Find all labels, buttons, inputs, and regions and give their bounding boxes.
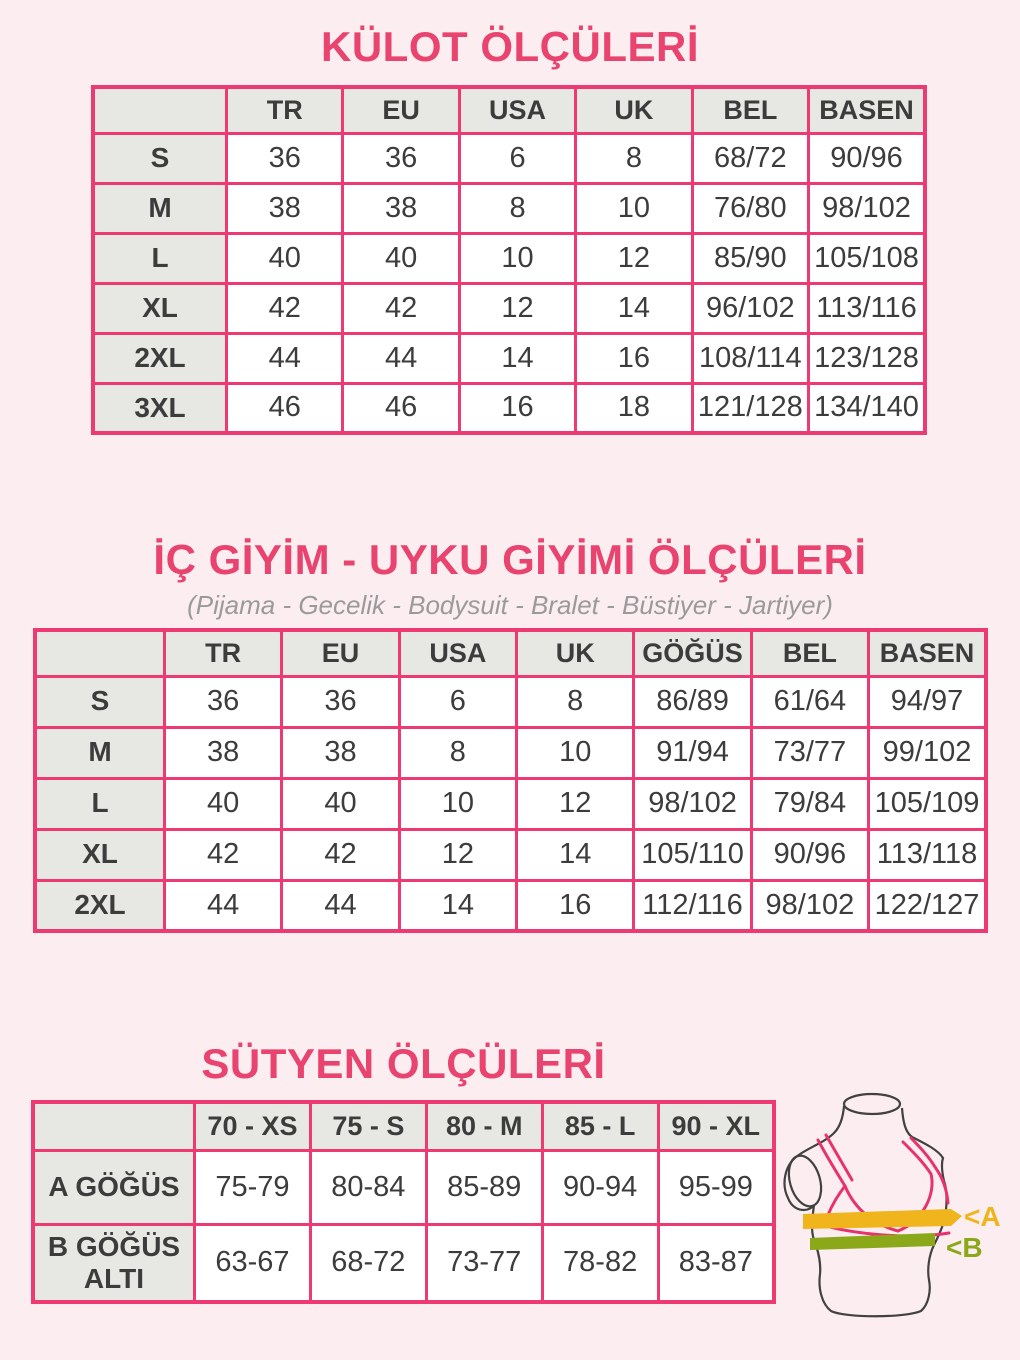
column-header: EU (282, 630, 399, 676)
row-label: XL (35, 829, 165, 880)
size-value-cell: 10 (517, 727, 634, 778)
bust-label-a: <A (964, 1201, 1001, 1232)
size-value-cell: 36 (165, 676, 282, 727)
size-row (35, 676, 986, 727)
row-label: S (35, 676, 165, 727)
size-value-cell: 42 (282, 829, 399, 880)
size-value-cell: 10 (459, 233, 575, 283)
size-value-cell: 42 (227, 283, 343, 333)
bust-line-a (803, 1209, 962, 1229)
bra-right-strap-outer (903, 1142, 931, 1174)
size-value-cell: 46 (227, 383, 343, 433)
size-value-cell: 14 (459, 333, 575, 383)
size-value-cell: 38 (282, 727, 399, 778)
size-value-cell: 94/97 (869, 676, 986, 727)
size-value-cell: 40 (282, 778, 399, 829)
size-value-cell: 61/64 (751, 676, 868, 727)
size-value-cell: 68/72 (692, 133, 808, 183)
size-value-cell: 113/118 (869, 829, 986, 880)
size-value-cell: 85-89 (426, 1150, 542, 1224)
size-value-cell: 44 (165, 880, 282, 931)
header-row (33, 1102, 774, 1150)
row-label: S (93, 133, 227, 183)
size-value-cell: 86/89 (634, 676, 751, 727)
mannequin-neck-top (844, 1094, 900, 1114)
size-value-cell: 18 (576, 383, 692, 433)
size-value-cell: 90-94 (542, 1150, 658, 1224)
row-label: L (93, 233, 227, 283)
size-value-cell: 96/102 (692, 283, 808, 333)
bra-left-strap-inner (826, 1135, 852, 1180)
size-value-cell: 123/128 (809, 333, 925, 383)
panties-sizes-title: KÜLOT ÖLÇÜLERİ (321, 23, 699, 70)
size-value-cell: 16 (517, 880, 634, 931)
size-value-cell: 14 (576, 283, 692, 333)
row-label: A GÖĞÜS (33, 1150, 195, 1224)
size-value-cell: 108/114 (692, 333, 808, 383)
size-value-cell: 99/102 (869, 727, 986, 778)
column-header: 90 - XL (658, 1102, 774, 1150)
bra-size-table (31, 1100, 776, 1304)
row-label: 2XL (93, 333, 227, 383)
panties-size-table (91, 85, 927, 435)
row-label: 2XL (35, 880, 165, 931)
size-row (93, 183, 925, 233)
size-value-cell: 40 (165, 778, 282, 829)
size-row (35, 727, 986, 778)
size-value-cell: 36 (227, 133, 343, 183)
size-row (33, 1150, 774, 1224)
size-value-cell: 14 (399, 880, 516, 931)
size-value-cell: 40 (343, 233, 459, 283)
size-row (93, 233, 925, 283)
size-value-cell: 63-67 (195, 1224, 311, 1302)
row-label: M (35, 727, 165, 778)
size-value-cell: 6 (399, 676, 516, 727)
size-value-cell: 10 (576, 183, 692, 233)
column-header: UK (576, 87, 692, 133)
header-row (35, 630, 986, 676)
size-value-cell: 8 (459, 183, 575, 233)
size-value-cell: 91/94 (634, 727, 751, 778)
size-value-cell: 113/116 (809, 283, 925, 333)
size-value-cell: 98/102 (634, 778, 751, 829)
size-value-cell: 42 (343, 283, 459, 333)
row-label: M (93, 183, 227, 233)
size-value-cell: 38 (165, 727, 282, 778)
column-header: TR (227, 87, 343, 133)
size-value-cell: 44 (343, 333, 459, 383)
size-value-cell: 16 (459, 383, 575, 433)
size-value-cell: 78-82 (542, 1224, 658, 1302)
size-value-cell: 38 (343, 183, 459, 233)
column-header: 70 - XS (195, 1102, 311, 1150)
corner-cell (33, 1102, 195, 1150)
size-row (33, 1224, 774, 1302)
size-value-cell: 95-99 (658, 1150, 774, 1224)
underwear-sleepwear-subtitle: (Pijama - Gecelik - Bodysuit - Bralet - Büstiyer - Jartiyer) (187, 590, 833, 620)
size-row (35, 829, 986, 880)
size-value-cell: 68-72 (310, 1224, 426, 1302)
size-value-cell: 90/96 (751, 829, 868, 880)
size-value-cell: 16 (576, 333, 692, 383)
column-header: BASEN (869, 630, 986, 676)
row-label: 3XL (93, 383, 227, 433)
size-value-cell: 80-84 (310, 1150, 426, 1224)
size-value-cell: 12 (399, 829, 516, 880)
size-value-cell: 76/80 (692, 183, 808, 233)
size-value-cell: 6 (459, 133, 575, 183)
column-header: 85 - L (542, 1102, 658, 1150)
column-header: BEL (692, 87, 808, 133)
size-value-cell: 12 (517, 778, 634, 829)
underbust-line-b (810, 1233, 935, 1250)
size-value-cell: 46 (343, 383, 459, 433)
size-row (93, 333, 925, 383)
size-value-cell: 10 (399, 778, 516, 829)
size-value-cell: 36 (343, 133, 459, 183)
size-value-cell: 105/109 (869, 778, 986, 829)
column-header: BEL (751, 630, 868, 676)
column-header: EU (343, 87, 459, 133)
column-header: USA (459, 87, 575, 133)
bra-measurement-figure (783, 1083, 1020, 1333)
underbust-label-b: <B (946, 1232, 983, 1263)
size-value-cell: 8 (576, 133, 692, 183)
size-value-cell: 40 (227, 233, 343, 283)
size-value-cell: 122/127 (869, 880, 986, 931)
corner-cell (93, 87, 227, 133)
size-value-cell: 12 (576, 233, 692, 283)
header-row (93, 87, 925, 133)
column-header: TR (165, 630, 282, 676)
size-row (35, 880, 986, 931)
column-header: 75 - S (310, 1102, 426, 1150)
size-value-cell: 134/140 (809, 383, 925, 433)
bra-left-cup-outer (828, 1186, 845, 1215)
column-header: 80 - M (426, 1102, 542, 1150)
size-value-cell: 44 (227, 333, 343, 383)
size-value-cell: 79/84 (751, 778, 868, 829)
size-value-cell: 12 (459, 283, 575, 333)
size-value-cell: 8 (517, 676, 634, 727)
size-value-cell: 121/128 (692, 383, 808, 433)
column-header: BASEN (809, 87, 925, 133)
size-value-cell: 98/102 (809, 183, 925, 233)
row-label: B GÖĞÜS ALTI (33, 1224, 195, 1302)
size-value-cell: 90/96 (809, 133, 925, 183)
size-value-cell: 36 (282, 676, 399, 727)
underwear-sleepwear-size-table (33, 628, 988, 933)
size-value-cell: 83-87 (658, 1224, 774, 1302)
size-value-cell: 105/110 (634, 829, 751, 880)
bra-sizes-title: SÜTYEN ÖLÇÜLERİ (201, 1040, 606, 1087)
corner-cell (35, 630, 165, 676)
size-value-cell: 8 (399, 727, 516, 778)
size-row (93, 283, 925, 333)
size-value-cell: 42 (165, 829, 282, 880)
size-value-cell: 85/90 (692, 233, 808, 283)
row-label: XL (93, 283, 227, 333)
size-value-cell: 14 (517, 829, 634, 880)
size-value-cell: 73-77 (426, 1224, 542, 1302)
size-row (93, 133, 925, 183)
column-header: GÖĞÜS (634, 630, 751, 676)
size-value-cell: 75-79 (195, 1150, 311, 1224)
size-row (35, 778, 986, 829)
underwear-sleepwear-sizes-title: İÇ GİYİM - UYKU GİYİMİ ÖLÇÜLERİ (153, 536, 867, 583)
size-value-cell: 73/77 (751, 727, 868, 778)
size-value-cell: 112/116 (634, 880, 751, 931)
size-value-cell: 105/108 (809, 233, 925, 283)
size-value-cell: 38 (227, 183, 343, 233)
column-header: USA (399, 630, 516, 676)
row-label: L (35, 778, 165, 829)
column-header: UK (517, 630, 634, 676)
size-value-cell: 44 (282, 880, 399, 931)
size-row (93, 383, 925, 433)
size-value-cell: 98/102 (751, 880, 868, 931)
